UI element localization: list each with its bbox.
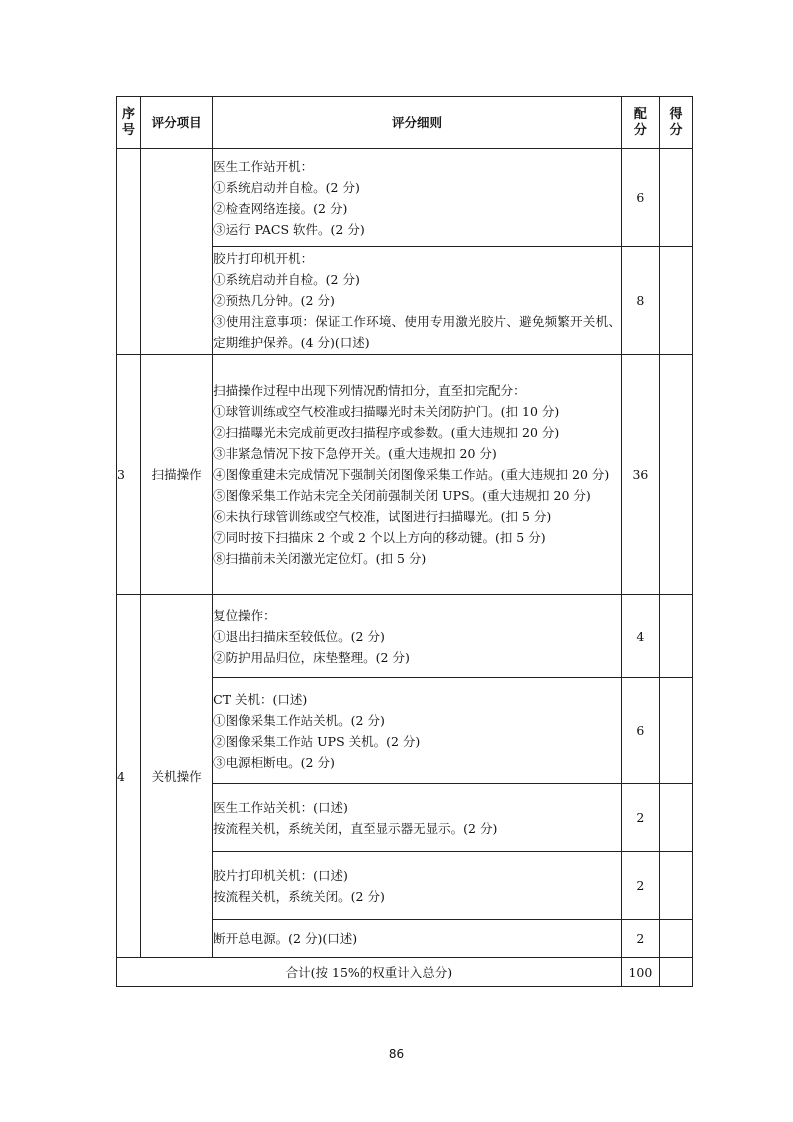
detail-line: 医生工作站开机：: [213, 158, 314, 174]
detail-line: 按流程关机，系统关闭。(2 分): [213, 888, 385, 904]
detail-line: ②图像采集工作站 UPS 关机。(2 分): [213, 733, 421, 749]
detail-line: ③运行 PACS 软件。(2 分): [213, 221, 365, 237]
detail-cell: [213, 920, 622, 958]
total-score-cell[interactable]: [659, 958, 692, 987]
header-char: 序: [122, 106, 136, 122]
detail-line: ②扫描曝光未完成前更改扫描程序或参数。(重大违规扣 20 分): [213, 425, 560, 440]
detail-line: ②预热几分钟。(2 分): [213, 293, 335, 308]
table-row: [117, 595, 693, 678]
header-char: 号: [122, 122, 136, 138]
row-number-cell: 3: [117, 355, 141, 595]
detail-line: ③非紧急情况下按下急停开关。(重大违规扣 20 分): [213, 446, 497, 461]
score-cell[interactable]: [659, 784, 692, 852]
points-cell: 6: [621, 678, 659, 784]
total-points: 100: [621, 958, 659, 987]
detail-cell: [213, 247, 622, 355]
detail-line: ①图像采集工作站关机。(2 分): [213, 712, 385, 728]
detail-line: ⑥未执行球管训练或空气校准，试图进行扫描曝光。(扣 5 分): [213, 509, 552, 524]
points-cell: 8: [621, 247, 659, 355]
score-cell[interactable]: [659, 149, 692, 247]
table-row: [117, 355, 693, 595]
row-item-cell: [141, 149, 213, 355]
row-number-cell: [117, 149, 141, 355]
score-cell[interactable]: [659, 247, 692, 355]
detail-line: ③使用注意事项：保证工作环境、使用专用激光胶片、避免频繁开关机、定期维护保养。(4 分)(口述): [213, 314, 621, 350]
points-cell: 2: [621, 852, 659, 920]
points-cell: 36: [621, 355, 659, 595]
detail-line: 按流程关机，系统关闭，直至显示器无显示。(2 分): [213, 820, 498, 836]
detail-line: ②检查网络连接。(2 分): [213, 200, 348, 216]
header-char: 分: [633, 122, 647, 138]
detail-line: 医生工作站关机：(口述): [213, 799, 348, 815]
detail-line: ⑤图像采集工作站未完全关闭前强制关闭 UPS。(重大违规扣 20 分): [213, 488, 591, 503]
detail-line: ①系统启动并自检。(2 分): [213, 272, 360, 287]
row-item-cell: 扫描操作: [141, 355, 213, 595]
detail-line: ①退出扫描床至较低位。(2 分): [213, 628, 385, 644]
page-number: 86: [388, 1047, 405, 1061]
header-score: [659, 97, 692, 149]
detail-line: ④图像重建未完成情况下强制关闭图像采集工作站。(重大违规扣 20 分): [213, 467, 610, 482]
total-row: [117, 958, 693, 987]
points-cell: 6: [621, 149, 659, 247]
header-no: [117, 97, 141, 149]
detail-line: ③电源柜断电。(2 分): [213, 754, 335, 770]
detail-line: ⑦同时按下扫描床 2 个或 2 个以上方向的移动键。(扣 5 分): [213, 530, 546, 545]
scoring-table: [116, 96, 693, 987]
detail-line: ②防护用品归位，床垫整理。(2 分): [213, 649, 410, 665]
detail-cell: [213, 595, 622, 678]
row-item-cell: 关机操作: [141, 595, 213, 958]
header-row: [117, 97, 693, 149]
detail-line: 扫描操作过程中出现下列情况酌情扣分，直至扣完配分：: [213, 383, 526, 398]
score-cell[interactable]: [659, 920, 692, 958]
score-cell[interactable]: [659, 355, 692, 595]
detail-cell: [213, 784, 622, 852]
header-item: 评分项目: [141, 97, 213, 149]
header-char: 配: [633, 106, 647, 122]
detail-line: 复位操作：: [213, 607, 276, 623]
score-cell[interactable]: [659, 595, 692, 678]
detail-line: ①系统启动并自检。(2 分): [213, 179, 360, 195]
detail-line: 断开总电源。(2 分)(口述): [213, 931, 358, 946]
total-label: 合计(按 15%的权重计入总分): [117, 958, 622, 987]
header-detail: 评分细则: [213, 97, 622, 149]
detail-cell: [213, 355, 622, 595]
detail-cell: [213, 852, 622, 920]
points-cell: 4: [621, 595, 659, 678]
points-cell: 2: [621, 920, 659, 958]
detail-line: CT 关机：(口述): [213, 691, 308, 707]
points-cell: 2: [621, 784, 659, 852]
header-points: [621, 97, 659, 149]
detail-line: ⑧扫描前未关闭激光定位灯。(扣 5 分): [213, 551, 427, 566]
header-char: 得: [669, 106, 683, 122]
header-char: 分: [669, 122, 683, 138]
score-cell[interactable]: [659, 852, 692, 920]
table-row: [117, 149, 693, 247]
detail-line: 胶片打印机开机：: [213, 251, 314, 266]
detail-line: ①球管训练或空气校准或扫描曝光时未关闭防护门。(扣 10 分): [213, 404, 560, 419]
score-cell[interactable]: [659, 678, 692, 784]
row-number-cell: 4: [117, 595, 141, 958]
detail-cell: [213, 678, 622, 784]
detail-cell: [213, 149, 622, 247]
detail-line: 胶片打印机关机：(口述): [213, 867, 348, 883]
